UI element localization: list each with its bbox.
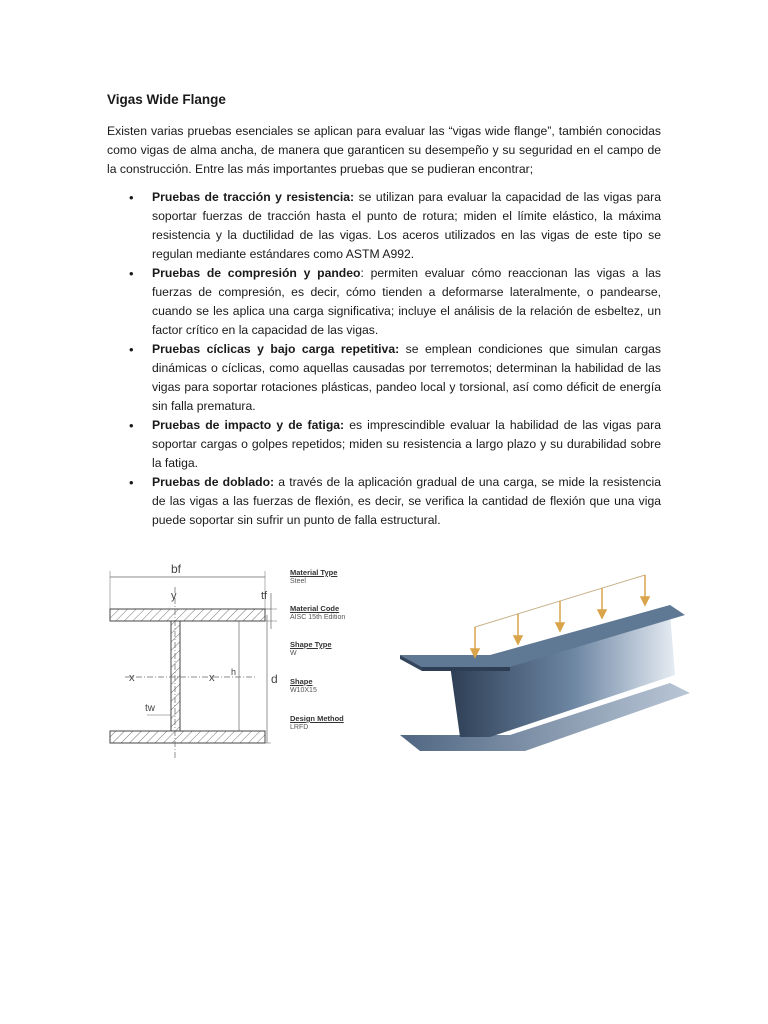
d-label: d: [271, 672, 278, 686]
bullet-icon: •: [129, 475, 134, 490]
bullet-icon: •: [129, 342, 134, 357]
beam-svg: [400, 555, 690, 755]
bullet-icon: •: [129, 418, 134, 433]
tw-label: tw: [145, 703, 155, 714]
h-label: h: [231, 667, 237, 677]
bottom-flange: [110, 731, 265, 743]
tf-label: tf: [261, 590, 268, 602]
y-label: y: [171, 590, 177, 602]
bullet-icon: •: [129, 266, 134, 281]
bullet-icon: •: [129, 190, 134, 205]
list-item-heading: Pruebas de tracción y resistencia:: [152, 190, 355, 204]
list-item-heading: Pruebas de compresión y pandeo: [152, 266, 361, 280]
property-shape-type: Shape Type W: [290, 640, 332, 657]
loaded-beam-illustration: [400, 555, 690, 755]
list-item: [107, 264, 661, 340]
list-item-text: a través de la aplicación gradual de una carga, se mide la resistencia de las vigas a las fuerzas de flexión, es decir, se verifica la cantidad de flexión que una viga puede soportar sin sufrir un punto de falla estructural.: [152, 475, 661, 527]
list-item: [107, 473, 661, 530]
intro-paragraph: Existen varias pruebas esenciales se aplican para evaluar las “vigas wide flange”, también conocidas como vigas de alma ancha, de manera que garanticen su desempeño y su seguridad en el campo de la construcción. Entre las más importantes pruebas que se pudieran encontrar;: [107, 124, 661, 176]
x-label-right: x: [209, 672, 215, 684]
property-material-code: Material Code AISC 15th Edition: [290, 604, 346, 621]
web: [171, 621, 180, 731]
list-item-text: se emplean condiciones que simulan cargas dinámicas o cíclicas, como aquellas causadas por terremotos; determinan la habilidad de las vigas para soportar rotaciones plásticas, pandeo local y torsional, así como déficit de energía sin falla prematura.: [152, 342, 661, 413]
list-item-text: : permiten evaluar cómo reaccionan las vigas a las fuerzas de compresión, es decir, cómo tienden a deformarse lateralmente, o pandearse, cuando se les aplica una carga significativa; incluye el análisis de la relación de esbeltez, un factor crítico en la capacidad de las vigas.: [152, 266, 661, 337]
list-item-heading: Pruebas cíclicas y bajo carga repetitiva:: [152, 342, 400, 356]
bf-label: bf: [171, 562, 182, 576]
list-item: [107, 340, 661, 416]
property-material-type: Material Type Steel: [290, 568, 338, 585]
list-item-heading: Pruebas de doblado:: [152, 475, 275, 489]
x-label-left: x: [129, 672, 135, 684]
list-item: [107, 188, 661, 264]
property-shape: Shape W10X15: [290, 677, 317, 694]
property-design-method: Design Method LRFD: [290, 714, 344, 731]
list-item-text: es imprescindible evaluar la habilidad de las vigas para soportar cargas o golpes repetidos; miden su resistencia a largo plazo y su durabilidad sobre la fatiga.: [152, 418, 661, 470]
tests-list: [107, 188, 661, 530]
list-item: [107, 416, 661, 473]
page-title: Vigas Wide Flange: [107, 92, 226, 107]
list-item-text: se utilizan para evaluar la capacidad de las vigas para soportar fuerzas de tracción hasta el punto de rotura; miden el límite elástico, la máxima resistencia y la ductilidad de las vigas. Los aceros utilizados en las vigas de este tipo se regulan mediante estándares como ASTM A992.: [152, 190, 661, 261]
top-flange: [110, 609, 265, 621]
list-item-heading: Pruebas de impacto y de fatiga:: [152, 418, 345, 432]
